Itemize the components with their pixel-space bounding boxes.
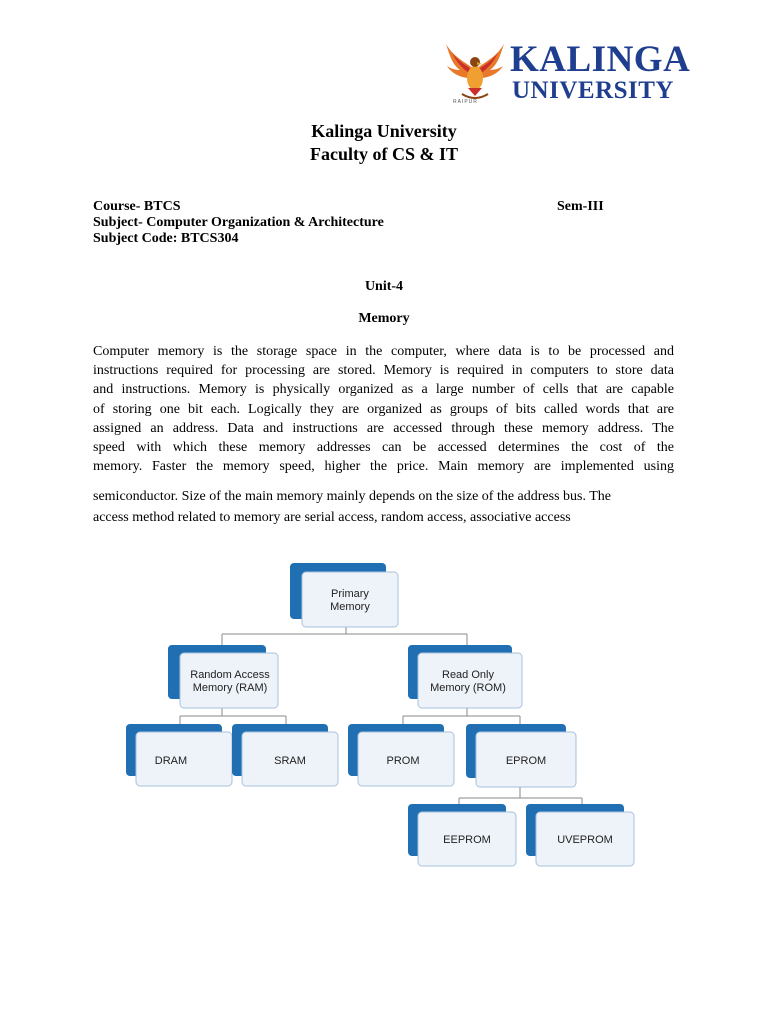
node-label: SRAM xyxy=(274,755,306,767)
paragraph-line: assigned an address. Data and instructions are accessed through these memory address. The xyxy=(93,420,674,436)
paragraph-line: and instructions. Memory is physically organized as a large number of cells that are capable xyxy=(93,382,674,398)
paragraph-line: access method related to memory are serial access, random access, associative access xyxy=(93,510,571,525)
body-paragraph-continued xyxy=(93,486,693,528)
node-label: Memory (ROM) xyxy=(430,682,506,694)
body-paragraph xyxy=(93,342,674,476)
eagle-emblem-icon xyxy=(444,40,506,106)
memory-hierarchy-diagram xyxy=(0,550,768,880)
node-eeprom xyxy=(408,804,516,866)
paragraph-line: memory. Faster the memory speed, higher the price. Main memory are implemented using xyxy=(93,459,674,475)
node-label: Read Only xyxy=(442,669,494,681)
node-label: EPROM xyxy=(505,755,547,767)
logo-city-text: RAIPUR xyxy=(453,99,478,105)
node-ram xyxy=(168,645,278,708)
node-label: Primary xyxy=(331,588,369,600)
logo-university-text: UNIVERSITY xyxy=(512,77,674,104)
paragraph-line: Computer memory is the storage space in the computer, where data is to be processed and xyxy=(93,344,674,359)
node-label: PROM xyxy=(386,755,420,767)
paragraph-line: instructions required for processing are stored. Memory is required in computers to store data xyxy=(93,363,674,379)
node-rom xyxy=(408,645,522,708)
topic-heading: Memory xyxy=(358,311,410,326)
paragraph-line: semiconductor. Size of the main memory mainly depends on the size of the address bus. The xyxy=(93,489,612,504)
semester-label: Sem-III xyxy=(557,199,604,214)
node-primary-memory xyxy=(290,563,398,627)
paragraph-line: speed with which these memory addresses can be accessed determines the cost of the xyxy=(93,440,674,456)
node-dram xyxy=(126,724,232,786)
node-label: Memory (RAM) xyxy=(192,682,268,694)
node-prom xyxy=(348,724,454,786)
logo-kalinga-text: KALINGA xyxy=(510,39,691,80)
unit-heading: Unit-4 xyxy=(364,279,404,294)
document-title: Kalinga University xyxy=(311,121,457,141)
node-label: Memory xyxy=(330,601,370,613)
node-label: DRAM xyxy=(154,755,188,767)
node-eprom xyxy=(466,724,576,787)
node-sram xyxy=(232,724,338,786)
course-label: Course- BTCS xyxy=(93,199,181,214)
subject-label: Subject- Computer Organization & Architecture xyxy=(93,215,384,230)
node-label: UVEPROM xyxy=(557,834,613,846)
subject-code-label: Subject Code: BTCS304 xyxy=(93,231,239,246)
node-label: EEPROM xyxy=(443,834,491,846)
document-subtitle: Faculty of CS & IT xyxy=(310,144,458,164)
node-uveprom xyxy=(526,804,634,866)
node-label: Random Access xyxy=(190,669,270,681)
university-logo xyxy=(444,40,704,106)
paragraph-line: of storing one bit each. Logically they are organized as groups of bits called words that are xyxy=(93,401,674,417)
